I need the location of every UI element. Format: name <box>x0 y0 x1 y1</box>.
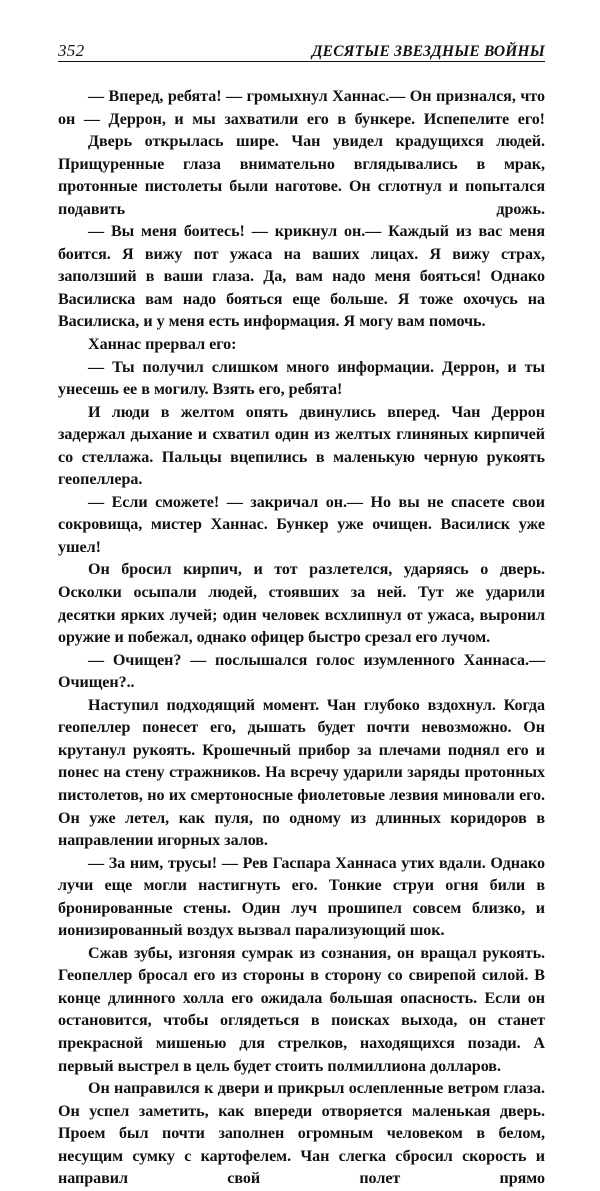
paragraph: — Очищен? — послышался голос изумленного Ханнаса.— Очищен?.. <box>58 651 545 692</box>
paragraph: Дверь открылась шире. Чан увидел крадущихся людей. Прищуренные глаза внимательно вглядывались в мрак, протонные пистолеты были наготове. Он сглотнул и попытался подавить дрожь. <box>58 133 545 218</box>
body-text <box>58 86 545 1191</box>
paragraph: Наступил подходящий момент. Чан глубоко вздохнул. Когда геопеллер понесет его, дышать будет почти невозможно. Он крутанул рукоять. Крошечный прибор за плечами поднял его и понес на стену стражников. На всречу ударили заряды протонных пистолетов, но их смертоносные фиолетовые лезвия миновали его. Он уже летел, как пуля, по одному из длинных коридоров в направлении игорных залов. <box>58 696 545 850</box>
paragraph: Сжав зубы, изгоняя сумрак из сознания, он вращал рукоять. Геопеллер бросал его из стороны в сторону со свирепой силой. В конце длинного холла его ожидала большая опасность. Если он остановится, чтобы оглядеться в поисках выхода, он станет прекрасной мишенью для стрелков, находящихся позади. А первый выстрел в цель будет стоить полмиллиона долларов. <box>58 944 545 1075</box>
running-head <box>58 42 545 62</box>
running-title: ДЕСЯТЫЕ ЗВЕЗДНЫЕ ВОЙНЫ <box>311 42 545 60</box>
paragraph: И люди в желтом опять двинулись вперед. Чан Деррон задержал дыхание и схватил один из желтых глиняных кирпичей со стеллажа. Пальцы вцепились в маленькую черную рукоять геопеллера. <box>58 403 545 489</box>
paragraph: — Вы меня боитесь! — крикнул он.— Каждый из вас меня боится. Я вижу пот ужаса на ваших лицах. Я вижу страх, заползший в ваши глаза. Да, вам надо меня бояться! Однако Василиска вам надо бояться еще больше. Я тоже охочусь на Василиска, и у меня есть информация. Я могу вам помочь. <box>58 223 545 331</box>
paragraph: — Вперед, ребята! — громыхнул Ханнас.— Он признался, что он — Деррон, и мы захватили его в бункере. Испепелите его! <box>58 88 545 128</box>
paragraph: — За ним, трусы! — Рев Гаспара Ханнаса утих вдали. Однако лучи еще могли настигнуть его. Тонкие струи огня били в бронированные стены. Один луч прошипел совсем близко, и ионизированный воздух вызвал парализующий шок. <box>58 854 545 940</box>
paragraph: — Ты получил слишком много информации. Деррон, и ты унесешь ее в могилу. Взять его, ребята! <box>58 358 545 399</box>
paragraph: Он направился к двери и прикрыл ослепленные ветром глаза. Он успел заметить, как впереди отворяется маленькая дверь. Проем был почти заполнен огромным человеком в белом, несущим сумку с картофелем. Чан слегка сбросил скорость и направил свой полет прямо <box>58 1080 545 1188</box>
page-number: 352 <box>58 41 85 60</box>
paragraph: — Если сможете! — закричал он.— Но вы не спасете свои сокровища, мистер Ханнас. Бункер уже очищен. Василиск уже ушел! <box>58 493 545 556</box>
paragraph: Ханнас прервал его: <box>88 336 237 354</box>
paragraph: Он бросил кирпич, и тот разлетелся, ударяясь о дверь. Осколки осыпали людей, стоявших за ней. Тут же ударили десятки ярких лучей; один человек всхлипнул от ужаса, выронил оружие и побежал, однако офицер быстро срезал его лучом. <box>58 561 545 647</box>
